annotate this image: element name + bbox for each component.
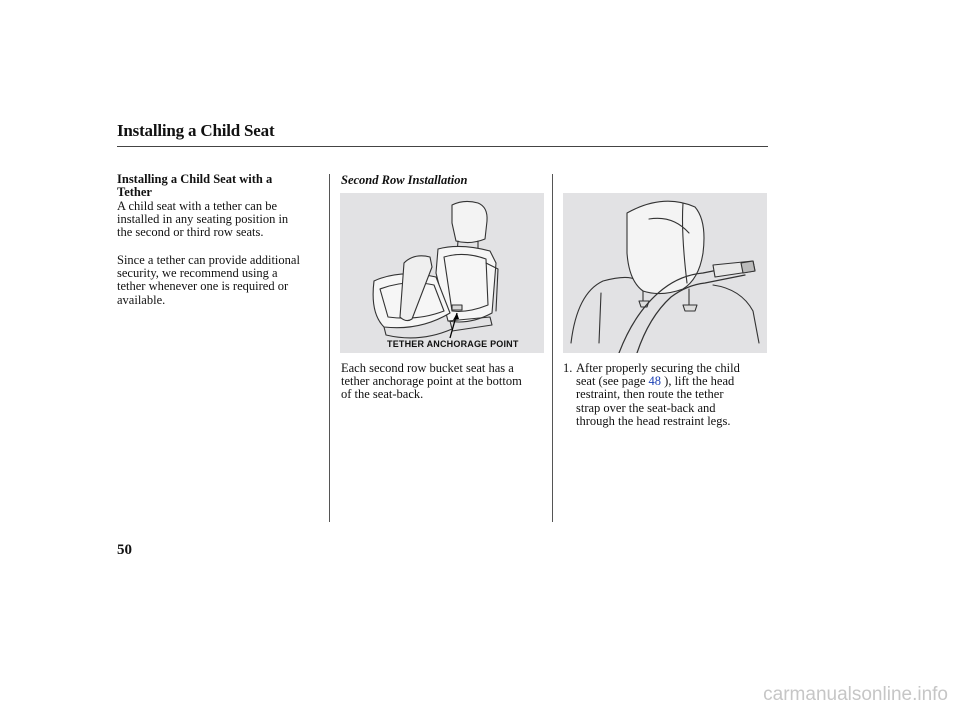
figure-caption: TETHER ANCHORAGE POINT (387, 339, 519, 349)
step-number: 1. (563, 361, 573, 375)
column-divider-left (329, 174, 330, 522)
anchorage-paragraph: Each second row bucket seat has a tether anchorage point at the bottom of the seat-back. (341, 361, 522, 402)
tether-paragraph: Since a tether can provide additional security, we recommend using a tether whenever one is required or available. (117, 253, 300, 307)
section-heading: Installing a Child Seat with a Tether (117, 172, 273, 199)
page-reference-link[interactable]: 48 (648, 374, 662, 389)
seat-drawing (340, 193, 544, 353)
seat-illustration (340, 193, 544, 353)
step-1: 1. After properly securing the child seat (see page 48 ), lift the head restraint, then route the tether strap over the seat-back and through the head restraint legs. (563, 361, 740, 428)
head-restraint-drawing (563, 193, 767, 353)
page-number: 50 (117, 542, 132, 558)
intro-paragraph: A child seat with a tether can be installed in any seating position in the second or third row seats. (117, 199, 289, 240)
title-rule (117, 146, 768, 147)
watermark: carmanualsonline.info (763, 684, 948, 705)
second-row-heading: Second Row Installation (341, 173, 468, 187)
head-restraint-illustration (563, 193, 767, 353)
page-title: Installing a Child Seat (117, 121, 275, 140)
column-divider-right (552, 174, 553, 522)
